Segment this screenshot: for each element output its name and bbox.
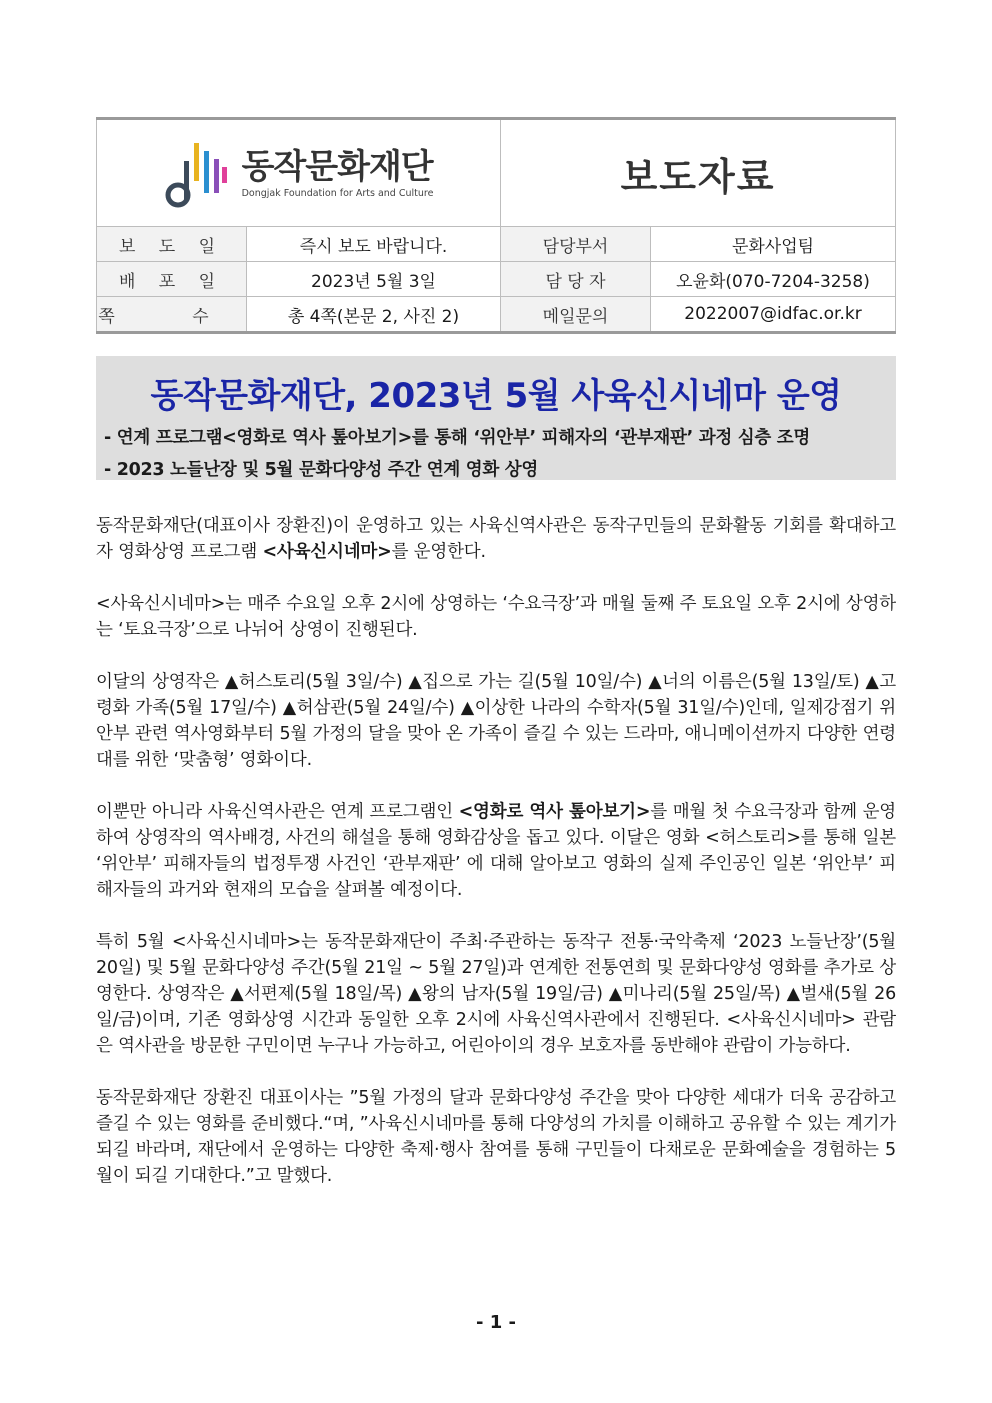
release-date-label: 보 도 일 bbox=[97, 227, 247, 262]
header-table bbox=[96, 117, 896, 334]
paragraph-1 bbox=[96, 513, 896, 565]
release-date-value: 즉시 보도 바랍니다. bbox=[247, 227, 501, 262]
paragraph-4-end: 를 매월 첫 수요극장과 함께 운영하여 상영작의 역사배경, 사건의 해설을 통해 영화감상을 돕고 있다. 이달은 영화 <허스토리>를 통해 일본 ‘위안부’ 피해자들의 법정투쟁 사건인 ‘관부재판’ 에 대해 알아보고 영화의 실제 주인공인 일본 ‘위안부’ 피해자들의 과거와 현재의 모습을 살펴볼 예정이다. bbox=[96, 802, 896, 900]
email-value[interactable]: 2022007@idfac.or.kr bbox=[651, 297, 896, 333]
paragraph-1-end: 를 운영한다. bbox=[391, 542, 486, 562]
info-row bbox=[97, 262, 896, 297]
doc-type-cell bbox=[501, 119, 896, 227]
paragraph-5: 특히 5월 <사육신시네마>는 동작문화재단이 주최·주관하는 동작구 전통·국악축제 ‘2023 노들난장’(5월 20일) 및 5월 문화다양성 주간(5월 21일 ~ 5월 27일)과 연계한 전통연희 및 문화다양성 영화를 추가로 상영한다. 상영작은 ▲서편제(5월 18일/목) ▲왕의 남자(5월 19일/금) ▲미나리(5월 25일/목) ▲벌새(5월 26일/금)이며, 기존 영화상영 시간과 동일한 오후 2시에 사육신역사관에서 진행된다. <사육신시네마> 관람은 역사관을 방문한 구민이면 누구나 가능하고, 어린아이의 경우 보호자를 동반해야 관람이 가능하다. bbox=[96, 932, 896, 1056]
info-row bbox=[97, 297, 896, 333]
page-count-label: 쪽 수 bbox=[97, 297, 247, 333]
logo-cell bbox=[97, 119, 501, 227]
paragraph-6: 동작문화재단 장환진 대표이사는 ”5월 가정의 달과 문화다양성 주간을 맞아 다양한 세대가 더욱 공감하고 즐길 수 있는 영화를 준비했다.“며, ”사육신시네마를 통해 다양성의 가치를 이해하고 공유할 수 있는 계기가 되길 바라며, 재단에서 운영하는 다양한 축제·행사 참여를 통해 구민들이 다채로운 문화예술을 경험하는 5월이 되길 기대한다.”고 말했다. bbox=[96, 1088, 896, 1186]
distribution-date-label: 배 포 일 bbox=[97, 262, 247, 297]
program-name-bold: <사육신시네마> bbox=[262, 542, 392, 562]
paragraph-4-text: 이뿐만 아니라 사육신역사관은 연계 프로그램인 bbox=[96, 802, 459, 822]
doc-type-title: 보도자료 bbox=[620, 154, 776, 199]
subtitle-2: - 2023 노들난장 및 5월 문화다양성 주간 연계 영화 상영 bbox=[104, 460, 538, 480]
subtitle-1: - 연계 프로그램<영화로 역사 톺아보기>를 통해 ‘위안부’ 피해자의 ‘관부재판’ 과정 심층 조명 bbox=[104, 428, 810, 448]
logo-mark-icon bbox=[164, 137, 230, 209]
contact-person-label: 담 당 자 bbox=[501, 262, 651, 297]
body-text bbox=[96, 513, 896, 1215]
department-label: 담당부서 bbox=[501, 227, 651, 262]
main-title: 동작문화재단, 2023년 5월 사육신시네마 운영 bbox=[150, 376, 842, 416]
distribution-date-value: 2023년 5월 3일 bbox=[247, 262, 501, 297]
foundation-logo bbox=[97, 137, 500, 209]
paragraph-2: <사육신시네마>는 매주 수요일 오후 2시에 상영하는 ‘수요극장’과 매월 둘째 주 토요일 오후 2시에 상영하는 ‘토요극장’으로 나뉘어 상영이 진행된다. bbox=[96, 594, 896, 640]
page-count-value: 총 4쪽(본문 2, 사진 2) bbox=[247, 297, 501, 333]
linked-program-bold: <영화로 역사 톺아보기> bbox=[458, 802, 651, 822]
org-name-en: Dongjak Foundation for Arts and Culture bbox=[241, 188, 434, 199]
contact-person-value: 오윤화(070-7204-3258) bbox=[651, 262, 896, 297]
org-name-ko: 동작문화재단 bbox=[241, 147, 433, 187]
department-value: 문화사업팀 bbox=[651, 227, 896, 262]
info-row bbox=[97, 227, 896, 262]
paragraph-3: 이달의 상영작은 ▲허스토리(5월 3일/수) ▲집으로 가는 길(5월 10일/수) ▲너의 이름은(5월 13일/토) ▲고령화 가족(5월 17일/수) ▲허삼관(5월 24일/수) ▲이상한 나라의 수학자(5월 31일/수)인데, 일제강점기 위안부 관련 역사영화부터 5월 가정의 달을 맞아 온 가족이 즐길 수 있는 드라마, 애니메이션까지 다양한 연령대를 위한 ‘맞춤형’ 영화이다. bbox=[96, 672, 896, 770]
page-number: - 1 - bbox=[476, 1312, 516, 1333]
email-label: 메일문의 bbox=[501, 297, 651, 333]
paragraph-1-text: 동작문화재단(대표이사 장환진)이 운영하고 있는 사육신역사관은 동작구민들의 문화활동 기회를 확대하고자 영화상영 프로그램 bbox=[96, 516, 896, 562]
paragraph-4 bbox=[96, 799, 896, 903]
